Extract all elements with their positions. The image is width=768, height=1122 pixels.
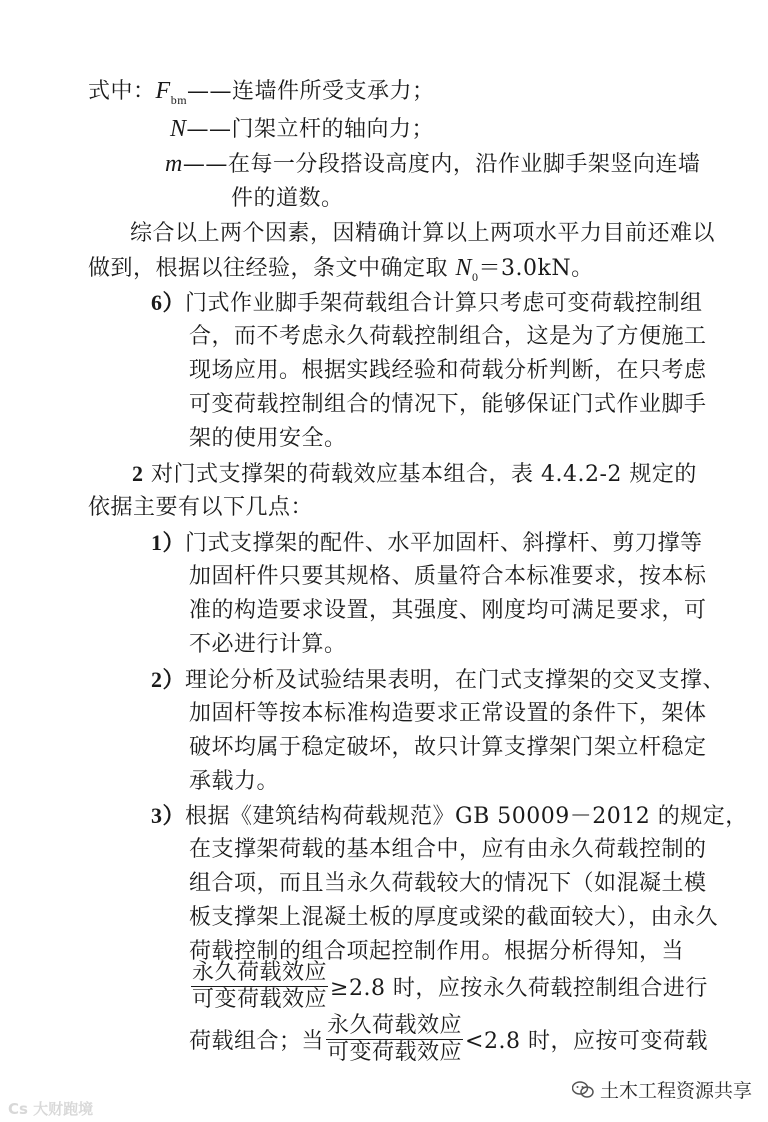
text-line-2: N——门架立杆的轴向力；: [170, 116, 435, 142]
text-line-14: 1）门式支撑架的配件、水平加固杆、斜撑杆、剪刀撑等: [151, 530, 703, 556]
text-line-23: 在支撑架荷载的基本组合中，应有由永久荷载控制的: [189, 837, 707, 862]
text-line-19: 加固杆等按本标准构造要求正常设置的条件下，架体: [189, 701, 707, 726]
watermark-left: Cs 大财跑境: [8, 1100, 94, 1118]
text-line-6: 做到，根据以往经验，条文中确定取 $N_0=3.0kN$。: [88, 255, 594, 284]
text-line-5: 综合以上两个因素，因精确计算以上两项水平力目前还难以: [130, 221, 716, 246]
text-line-11: 架的使用安全。: [189, 426, 347, 451]
text-line-26: 荷载控制的组合项起控制作用。根据分析得知，当: [189, 939, 685, 964]
text-line-8: 合，而不考虑永久荷载控制组合，这是为了方便施工: [189, 324, 707, 349]
text-line-20: 破坏均属于稳定破坏，故只计算支撑架门架立杆稳定: [189, 735, 707, 760]
text-line-17: 不必进行计算。: [189, 632, 347, 657]
ratio-fraction-1: $\frac{\text{永久荷载效应}}{\text{可变荷载效应}}$: [192, 960, 328, 1012]
text-line-4: 件的道数。: [231, 186, 344, 211]
watermark-right: 土木工程资源共享: [572, 1076, 752, 1103]
fraction-line-1: $\frac{\text{永久荷载效应}}{\text{可变荷载效应}}$ ≥2.8 时，应按永久荷载控制组合进行: [192, 960, 708, 1012]
text-line-9: 现场应用。根据实践经验和荷载分析判断，在只考虑: [189, 358, 707, 383]
text-line-18: 2）理论分析及试验结果表明，在门式支撑架的交叉支撑、: [151, 667, 726, 693]
fraction-line-2: 荷载组合；当 $\frac{\text{永久荷载效应}}{\text{可变荷载效应}}$ <2.8 时，应按可变荷载: [189, 1013, 708, 1065]
text-line-7: 6）门式作业脚手架荷载组合计算只考虑可变荷载控制组: [151, 290, 703, 316]
text-line-1: 式中：$F_{bm}——$连墙件所受支承力；: [88, 78, 435, 107]
text-line-12: 2 对门式支撑架的荷载效应基本组合，表 4.4.2-2 规定的: [132, 461, 697, 487]
text-line-3: m——在每一分段搭设高度内，沿作业脚手架竖向连墙: [165, 151, 701, 177]
text-line-24: 组合项，而且当永久荷载较大的情况下（如混凝土模: [189, 871, 707, 896]
ratio-fraction-2: $\frac{\text{永久荷载效应}}{\text{可变荷载效应}}$: [327, 1013, 463, 1065]
text-line-13: 依据主要有以下几点：: [88, 495, 314, 520]
text-line-22: 3）根据《建筑结构荷载规范》GB 50009－2012 的规定，: [151, 803, 748, 829]
text-line-15: 加固杆件只要其规格、质量符合本标准要求，按本标: [189, 564, 707, 589]
wechat-icon: [572, 1081, 594, 1099]
text-line-16: 准的构造要求设置，其强度、刚度均可满足要求，可: [189, 598, 707, 623]
text-line-21: 承载力。: [189, 769, 280, 794]
text-line-10: 可变荷载控制组合的情况下，能够保证门式作业脚手: [189, 392, 707, 417]
text-line-25: 板支撑架上混凝土板的厚度或梁的截面较大），由永久: [189, 905, 719, 930]
